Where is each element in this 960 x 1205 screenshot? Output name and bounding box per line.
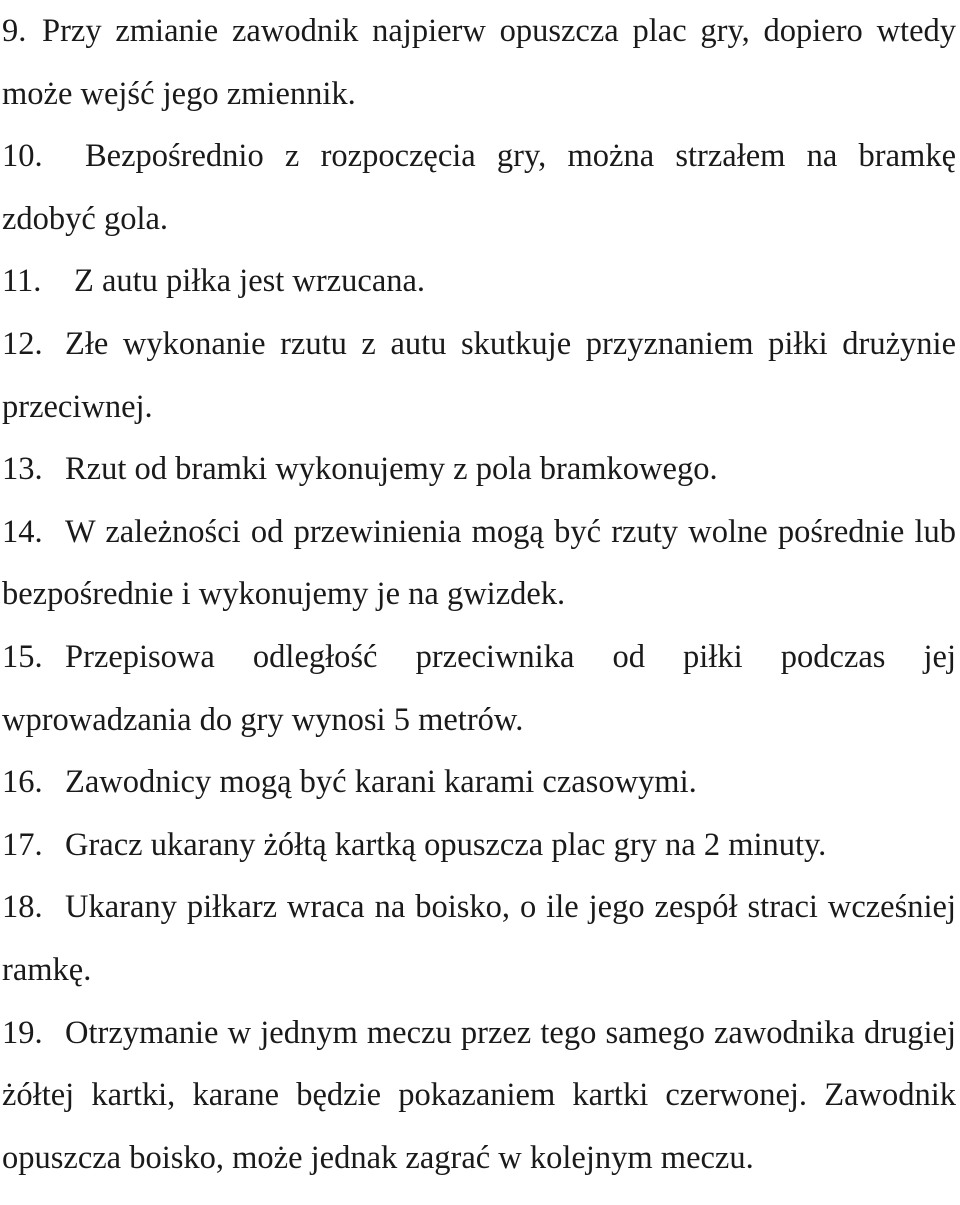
rule-item-19 xyxy=(2,1002,956,1190)
rule-number: 9. xyxy=(2,13,27,49)
rule-text: W zależności od przewinienia mogą być rzuty wolne pośrednie lub bezpośrednie i wykonujemy je na gwizdek. xyxy=(2,513,956,613)
rule-item-9 xyxy=(2,0,956,125)
rule-number: 10. xyxy=(2,138,43,175)
rules-document xyxy=(2,0,956,1189)
rule-item-13 xyxy=(2,438,956,501)
rule-number: 16. xyxy=(2,764,43,801)
rule-text: Przepisowa odległość przeciwnika od piłki podczas jej wprowadzania do gry wynosi 5 metrów. xyxy=(2,638,956,738)
rule-text: Otrzymanie w jednym meczu przez tego samego zawodnika drugiej żółtej kartki, karane będzie pokazaniem kartki czerwonej. Zawodnik opuszcza boisko, może jednak zagrać w kolejnym meczu. xyxy=(2,1014,956,1176)
rule-text: Gracz ukarany żółtą kartką opuszcza plac gry na 2 minuty. xyxy=(65,826,827,863)
rule-item-12 xyxy=(2,313,956,438)
rule-number: 17. xyxy=(2,826,43,863)
rule-text: Bezpośrednio z rozpoczęcia gry, można strzałem na bramkę zdobyć gola. xyxy=(2,138,956,237)
rule-item-18 xyxy=(2,876,956,1001)
rule-number: 19. xyxy=(2,1014,43,1051)
rule-number: 12. xyxy=(2,325,43,362)
rule-item-14 xyxy=(2,501,956,626)
rule-number: 14. xyxy=(2,513,43,550)
rule-number: 15. xyxy=(2,638,43,675)
rule-item-16 xyxy=(2,751,956,814)
rule-item-15 xyxy=(2,626,956,751)
rule-text: Ukarany piłkarz wraca na boisko, o ile jego zespół straci wcześniej ramkę. xyxy=(2,889,956,988)
rule-number: 13. xyxy=(2,451,43,488)
rule-number: 11. xyxy=(2,263,42,300)
rule-item-10 xyxy=(2,125,956,250)
rule-item-17 xyxy=(2,814,956,877)
rule-number: 18. xyxy=(2,889,43,926)
rule-text: Zawodnicy mogą być karani karami czasowymi. xyxy=(65,764,697,801)
rule-text: Rzut od bramki wykonujemy z pola bramkowego. xyxy=(65,451,718,488)
rule-text: Przy zmianie zawodnik najpierw opuszcza plac gry, dopiero wtedy może wejść jego zmiennik. xyxy=(2,13,956,112)
rule-item-11 xyxy=(2,250,956,313)
rule-text: Z autu piłka jest wrzucana. xyxy=(74,263,426,300)
rule-text: Złe wykonanie rzutu z autu skutkuje przyznaniem piłki drużynie przeciwnej. xyxy=(2,325,956,425)
